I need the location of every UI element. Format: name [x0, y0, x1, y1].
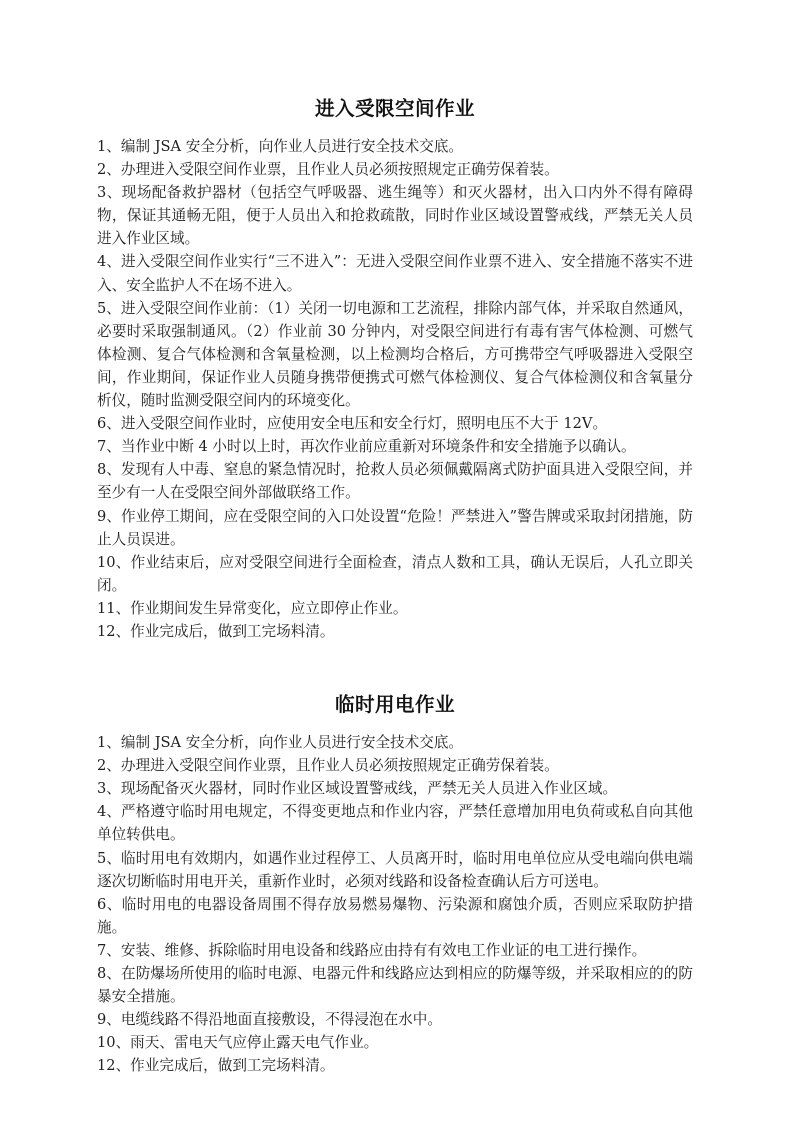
clause-list-temporary-power-use [97, 731, 693, 1077]
clause-item: 9、作业停工期间，应在受限空间的入口处设置“危险！严禁进入”警告牌或采取封闭措施，防止人员误进。 [97, 507, 693, 548]
clause-item: 4、严格遵守临时用电规定，不得变更地点和作业内容，严禁任意增加用电负荷或私自向其他单位转供电。 [97, 803, 693, 844]
clause-item: 4、进入受限空间作业实行“三不进入”：无进入受限空间作业票不进入、安全措施不落实不进入、安全监护人不在场不进入。 [97, 253, 693, 294]
clause-item: 3、现场配备灭火器材，同时作业区域设置警戒线，严禁无关人员进入作业区域。 [97, 780, 618, 798]
clause-item: 2、办理进入受限空间作业票，且作业人员必须按照规定正确劳保着装。 [97, 757, 559, 775]
clause-item: 12、作业完成后，做到工完场料清。 [97, 1057, 335, 1075]
clause-item: 2、办理进入受限空间作业票，且作业人员必须按照规定正确劳保着装。 [97, 161, 559, 179]
clause-item: 7、安装、维修、拆除临时用电设备和线路应由持有有效电工作业证的电工进行操作。 [97, 941, 647, 959]
clause-item: 12、作业完成后，做到工完场料清。 [97, 622, 335, 640]
clause-item: 1、编制 JSA 安全分析，向作业人员进行安全技术交底。 [97, 138, 464, 155]
clause-list-confined-space-entry [97, 135, 693, 643]
clause-item: 7、当作业中断 4 小时以上时，再次作业前应重新对环境条件和安全措施予以确认。 [97, 438, 636, 456]
section-title-confined-space-entry: 进入受限空间作业 [314, 97, 475, 120]
clause-item: 10、作业结束后，应对受限空间进行全面检查，清点人数和工具，确认无误后，人孔立即关闭。 [97, 553, 693, 594]
clause-item: 5、进入受限空间作业前：（1）关闭一切电源和工艺流程，排除内部气体，并采取自然通风，必要时采取强制通风。（2）作业前 30 分钟内，对受限空间进行有毒有害气体检测、可燃气体检测、复合气体检测和含氧量检测，以上检测均合格后，方可携带空气呼吸器进入受限空间，作业期间，保证作业人员随身携带便携式可燃气体检测仪、复合气体检测仪和含氧量分析仪，随时监测受限空间内的环境变化。 [97, 299, 693, 410]
clause-item: 8、在防爆场所使用的临时电源、电器元件和线路应达到相应的防爆等级，并采取相应的的防暴安全措施。 [97, 965, 693, 1006]
clause-item: 3、现场配备救护器材（包括空气呼吸器、逃生绳等）和灭火器材，出入口内外不得有障碍物，保证其通畅无阻，便于人员出入和抢救疏散，同时作业区域设置警戒线，严禁无关人员进入作业区域。 [97, 184, 693, 248]
clause-item: 5、临时用电有效期内，如遇作业过程停工、人员离开时，临时用电单位应从受电端向供电端逐次切断临时用电开关，重新作业时，必须对线路和设备检查确认后方可送电。 [97, 849, 693, 890]
section-temporary-power-use [97, 692, 693, 1077]
clause-item: 6、进入受限空间作业时，应使用安全电压和安全行灯，照明电压不大于 12V。 [97, 415, 608, 433]
section-separator [97, 643, 693, 692]
section-confined-space-entry [97, 96, 693, 643]
clause-item: 9、电缆线路不得沿地面直接敷设，不得浸泡在水中。 [97, 1011, 442, 1029]
clause-item: 1、编制 JSA 安全分析，向作业人员进行安全技术交底。 [97, 734, 464, 752]
clause-item: 10、雨天、雷电天气应停止露天电气作业。 [97, 1034, 379, 1052]
clause-item: 8、发现有人中毒、窒息的紧急情况时，抢救人员必须佩戴隔离式防护面具进入受限空间，并至少有一人在受限空间外部做联络工作。 [97, 461, 693, 502]
section-title-temporary-power-use: 临时用电作业 [334, 693, 455, 717]
document-content [97, 96, 693, 1077]
clause-item: 11、作业期间发生异常变化，应立即停止作业。 [97, 599, 408, 617]
clause-item: 6、临时用电的电器设备周围不得存放易燃易爆物、污染源和腐蚀介质，否则应采取防护措施。 [97, 895, 693, 936]
